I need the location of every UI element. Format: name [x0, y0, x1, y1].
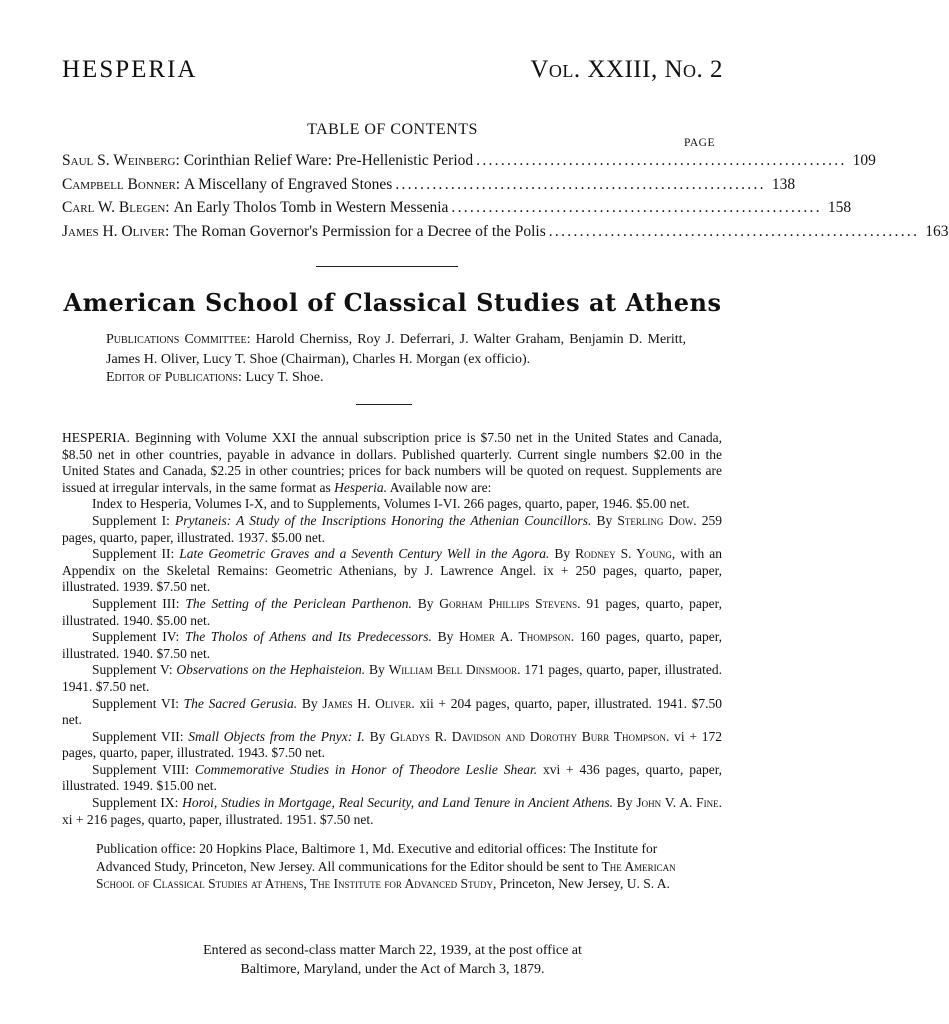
toc-leader-dots: ............................................................	[548, 222, 920, 240]
supplement-author: James H. Oliver.	[322, 695, 415, 711]
supplement-label: Supplement II:	[92, 546, 175, 562]
supplement-entry	[62, 662, 722, 695]
postal-notice-line: Entered as second-class matter March 22, 1939, at the post office at	[203, 943, 582, 958]
volume-number: Vol. XXIII, No. 2	[530, 56, 723, 83]
supplement-entry	[62, 546, 722, 596]
toc-leader-dots: ............................................................	[476, 152, 847, 169]
supplement-details: with an Appendix on the Skeletal Remains: Geometric Athenians, by J. Lawrence Angel. ix + 250 pages, quarto, paper, illustrated. 1939. $7.50 net.	[62, 546, 723, 595]
supplement-by: By	[369, 728, 386, 744]
supplement-details: xi + 216 pages, quarto, paper, illustrated. 1951. $7.50 net.	[62, 811, 374, 827]
toc-leader-dots: ............................................................	[395, 175, 766, 193]
toc-entry[interactable]: Saul S. Weinberg : Corinthian Relief Ware: Pre-Hellenistic Period ............................................................ 109	[62, 152, 876, 169]
supplement-details: 266 pages, quarto, paper, 1946. $5.00 net.	[463, 496, 690, 512]
supplement-by: By	[437, 629, 454, 645]
committee-members: Harold Cherniss, Roy J. Deferrari, J. Walter Graham, Benjamin D. Meritt, James H. Oliver, Lucy T. Shoe (Chairman), Charles H. Morgan (ex officio).	[106, 332, 687, 367]
supplement-author: William Bell Dinsmoor.	[388, 662, 521, 678]
publication-text: Publication office: 20 Hopkins Place, Baltimore 1, Md. Executive and editorial offices: The Institute for Advanced Study, Princeton, New Jersey. All communications for the Editor should be sent to	[96, 841, 658, 874]
supplement-author: Rodney S. Young,	[575, 546, 676, 562]
journal-title: HESPERIA	[62, 56, 198, 83]
supplement-entry	[62, 496, 722, 513]
supplement-label: Supplement V:	[92, 662, 173, 678]
postal-notice-line: Baltimore, Maryland, under the Act of March 3, 1879.	[240, 961, 545, 977]
supplement-entry	[62, 696, 722, 729]
school-name: American School of Classical Studies at Athens	[63, 288, 722, 317]
subscription-lead: HESPERIA.	[62, 430, 130, 445]
divider-rule	[356, 404, 412, 405]
toc-heading: TABLE OF CONTENTS	[307, 121, 478, 138]
supplement-details: 160 pages, quarto, paper, illustrated. 1940. $7.50 net.	[62, 629, 723, 661]
supplement-entry	[62, 596, 722, 629]
subscription-paragraph	[62, 430, 722, 496]
toc-leader-dots: ............................................................	[451, 199, 822, 216]
supplement-title: Horoi, Studies in Mortgage, Real Security, and Land Tenure in Ancient Athens.	[182, 795, 613, 811]
supplement-author: Gladys R. Davidson and Dorothy Burr Thompson.	[390, 728, 670, 744]
toc-page-number: 109	[852, 152, 876, 169]
toc-author: James H. Oliver	[62, 222, 165, 240]
editor-name: Lucy T. Shoe.	[245, 370, 324, 385]
supplement-title: Observations on the Hephaisteion.	[176, 662, 366, 678]
supplement-details: xvi + 436 pages, quarto, paper, illustrated. 1949. $15.00 net.	[62, 761, 723, 794]
supplement-by: By	[616, 795, 633, 811]
supplement-label: Supplement VIII:	[92, 761, 190, 777]
toc-article-title: An Early Tholos Tomb in Western Messenia	[173, 199, 449, 216]
editor-label: Editor of Publications:	[106, 370, 242, 385]
supplement-label: Index to Hesperia, Volumes I-X, and to Supplements, Volumes I-VI.	[92, 496, 461, 512]
publication-address-end: Princeton, New Jersey, U. S. A.	[499, 876, 670, 891]
supplement-details: 259 pages, quarto, paper, illustrated. 1937. $5.00 net.	[62, 512, 723, 545]
toc-author: Saul S. Weinberg	[62, 152, 176, 169]
supplement-label: Supplement IV:	[92, 629, 180, 645]
supplement-label: Supplement VII:	[92, 728, 184, 744]
supplement-title: Small Objects from the Pnyx: I.	[188, 728, 365, 744]
subscription-text: Beginning with Volume XXI the annual subscription price is $7.50 net in the United States and Canada, $8.50 net in other countries, payable in advance in dollars. Published quarterly. Current single numbers $2.00 in the United States and Canada, $2.25 in other countries; prices for back numbers will be quoted on request. Supplements are issued at irregular intervals, in the same format as	[62, 430, 722, 495]
toc-page-number: 163	[925, 222, 949, 240]
publication-address: The American School of Classical Studies at Athens, The Institute for Advanced Study,	[96, 858, 676, 891]
supplement-by: By	[368, 662, 385, 678]
publications-committee	[106, 330, 686, 370]
supplement-title: The Tholos of Athens and Its Predecessors.	[184, 629, 432, 645]
editor-of-publications	[106, 370, 323, 386]
toc-page-number: 138	[771, 175, 796, 193]
supplement-title: Commemorative Studies in Honor of Theodore Leslie Shear.	[194, 761, 538, 777]
supplement-by: By	[417, 595, 434, 611]
divider-rule	[316, 266, 458, 267]
supplement-label: Supplement IX:	[92, 795, 179, 811]
supplement-label: Supplement I:	[92, 512, 170, 528]
supplement-label: Supplement VI:	[92, 695, 179, 711]
toc-author: Campbell Bonner	[62, 175, 176, 193]
supplement-entry	[62, 795, 722, 828]
publication-office	[96, 840, 701, 893]
supplement-entry	[62, 762, 722, 795]
supplement-author: Sterling Dow.	[617, 512, 697, 528]
toc-author: Carl W. Blegen	[62, 199, 166, 216]
toc-article-title: A Miscellany of Engraved Stones	[183, 175, 393, 193]
supplement-details: xii + 204 pages, quarto, paper, illustrated. 1941. $7.50 net.	[62, 695, 723, 728]
supplement-author: John V. A. Fine.	[636, 795, 723, 811]
supplement-by: By	[301, 695, 318, 711]
toc-article-title: The Roman Governor's Permission for a Decree of the Polis	[173, 222, 546, 240]
toc-entry[interactable]: Campbell Bonner : A Miscellany of Engraved Stones ............................................................ 138	[62, 175, 796, 193]
supplement-details: 171 pages, quarto, paper, illustrated. 1941. $7.50 net.	[62, 662, 723, 694]
toc-entry[interactable]: James H. Oliver : The Roman Governor's Permission for a Decree of the Polis ............................................................ 163	[62, 222, 949, 240]
supplement-label: Supplement III:	[92, 595, 180, 611]
subscription-italic: Hesperia.	[334, 479, 388, 495]
toc-page-number: 158	[827, 199, 852, 216]
supplement-details: vi + 172 pages, quarto, paper, illustrated. 1943. $7.50 net.	[62, 728, 723, 761]
supplement-title: The Setting of the Periclean Parthenon.	[185, 595, 412, 611]
postal-notice	[0, 942, 785, 979]
subscription-notice	[62, 430, 722, 828]
supplement-title: The Sacred Gerusia.	[183, 695, 298, 711]
supplement-entry	[62, 513, 722, 546]
committee-label: Publications Committee:	[106, 332, 251, 347]
supplement-title: Late Geometric Graves and a Seventh Century Well in the Agora.	[179, 546, 550, 562]
supplement-title: Prytaneis: A Study of the Inscriptions Honoring the Athenian Councillors.	[175, 512, 592, 528]
supplement-by: By	[554, 546, 571, 562]
toc-entry[interactable]: Carl W. Blegen : An Early Tholos Tomb in Western Messenia ............................................................ 158	[62, 199, 852, 216]
table-of-contents	[62, 152, 949, 246]
toc-article-title: Corinthian Relief Ware: Pre-Hellenistic Period	[183, 152, 474, 169]
supplement-entry	[62, 729, 722, 762]
supplement-by: By	[596, 512, 613, 528]
toc-page-header: PAGE	[684, 137, 715, 149]
supplement-author: Gorham Phillips Stevens.	[439, 595, 581, 611]
supplement-details: 91 pages, quarto, paper, illustrated. 1940. $5.00 net.	[62, 595, 722, 628]
supplement-author: Homer A. Thompson.	[459, 629, 575, 645]
subscription-text-end: Available now are:	[389, 479, 492, 495]
supplement-entry	[62, 629, 722, 662]
